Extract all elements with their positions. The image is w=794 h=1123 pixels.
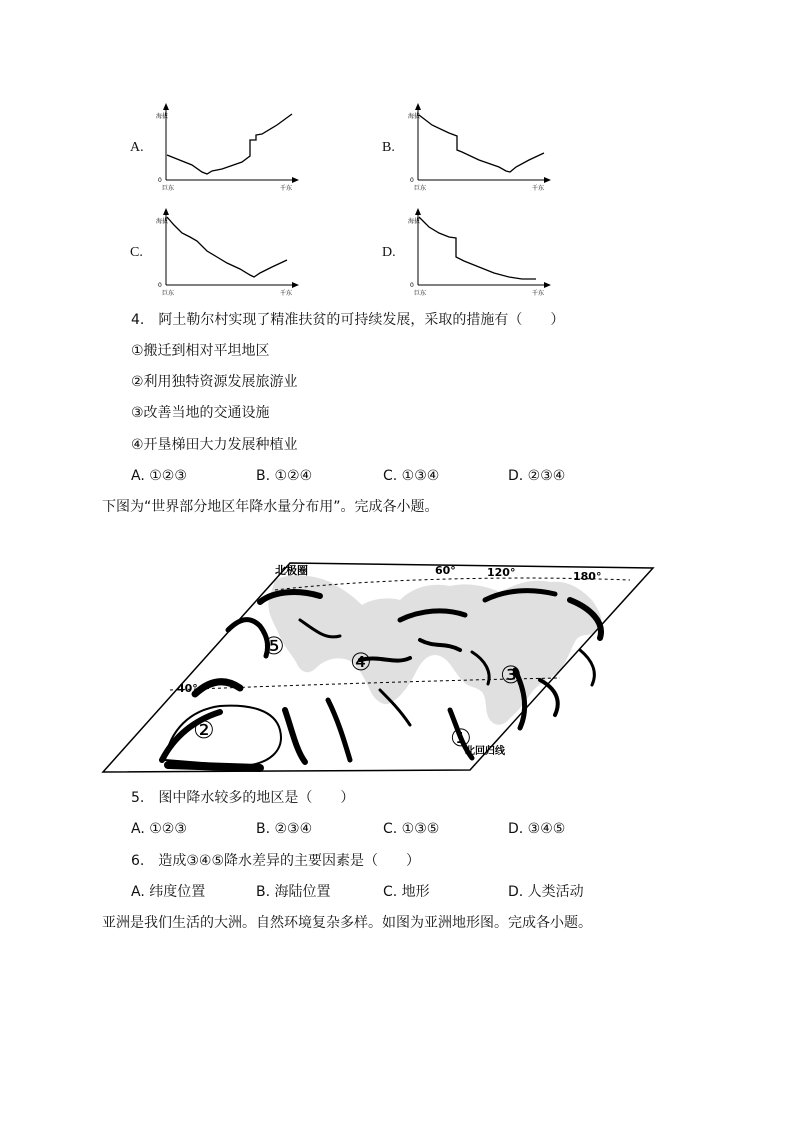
q6-option-b[interactable]: B. 海陆位置 (256, 884, 331, 900)
profile-line (167, 217, 287, 277)
q5-option-d[interactable]: D. ③④⑤ (508, 821, 566, 837)
profile-line (167, 114, 292, 174)
question-6-stem: 6. 造成③④⑤降水差异的主要因素是（ ） (131, 853, 421, 869)
question-4-stem: 4. 阿土勒尔村实现了精准扶贫的可持续发展，采取的措施有（ ） (131, 312, 565, 328)
q4-item-3: ③改善当地的交通设施 (131, 405, 270, 421)
region-2-label: ② (193, 716, 215, 744)
lat-40-label: 40° (177, 682, 198, 695)
y-axis-label: 海拔 (408, 218, 421, 225)
profile-chart-d (404, 205, 554, 300)
origin-label: 0 (158, 282, 162, 289)
x-right-label: 千东 (532, 185, 545, 192)
tropic-label: 北回归线 (465, 746, 505, 757)
q5-option-c[interactable]: C. ①③⑤ (383, 821, 440, 837)
q4-option-b[interactable]: B. ①②④ (256, 468, 313, 484)
north-circle-label: 北极圈 (275, 564, 308, 577)
q5-option-a[interactable]: A. ①②③ (131, 821, 187, 837)
lon-60-label: 60° (435, 564, 456, 577)
q4-option-c[interactable]: C. ①③④ (383, 468, 440, 484)
q4-option-d[interactable]: D. ②③④ (508, 468, 566, 484)
option-label-b: B. (382, 140, 395, 155)
profile-chart-c (152, 205, 302, 300)
x-right-label: 千东 (532, 290, 545, 297)
region-4-label: ④ (350, 648, 372, 676)
lon-180-label: 180° (573, 570, 602, 583)
q4-item-1: ①搬迁到相对平坦地区 (131, 343, 270, 359)
option-label-d: D. (382, 245, 396, 260)
x-left-label: 巨东 (414, 290, 427, 297)
profile-chart-a (152, 100, 302, 195)
profile-line (419, 115, 544, 172)
x-left-label: 巨东 (414, 185, 427, 192)
option-label-c: C. (130, 245, 143, 260)
x-right-label: 千东 (280, 185, 293, 192)
lon-120-label: 120° (487, 566, 516, 579)
q6-option-d[interactable]: D. 人类活动 (508, 884, 584, 900)
region-3-label: ③ (500, 661, 522, 689)
question-5-stem: 5. 图中降水较多的地区是（ ） (131, 790, 355, 806)
origin-label: 0 (158, 177, 162, 184)
region-1-label: ① (450, 724, 472, 752)
q4-option-a[interactable]: A. ①②③ (131, 468, 187, 484)
q4-item-2: ②利用独特资源发展旅游业 (131, 374, 298, 390)
y-axis-label: 海拔 (408, 113, 421, 120)
option-label-a: A. (130, 140, 144, 155)
q6-option-a[interactable]: A. 纬度位置 (131, 884, 206, 900)
q5-option-b[interactable]: B. ②③④ (256, 821, 313, 837)
y-axis-label: 海拔 (156, 218, 169, 225)
profile-chart-b (404, 100, 554, 195)
x-left-label: 巨东 (162, 185, 175, 192)
region-5-label: ⑤ (263, 632, 285, 660)
origin-label: 0 (410, 177, 414, 184)
x-right-label: 千东 (280, 290, 293, 297)
origin-label: 0 (410, 282, 414, 289)
x-left-label: 巨东 (162, 290, 175, 297)
asia-intro: 亚洲是我们生活的大洲。自然环境复杂多样。如图为亚洲地形图。完成各小题。 (102, 915, 592, 931)
profile-line (419, 217, 536, 279)
precipitation-map (100, 560, 660, 775)
map-intro: 下图为“世界部分地区年降水量分布用”。完成各小题。 (102, 499, 439, 515)
q4-item-4: ④开垦梯田大力发展种植业 (131, 437, 298, 453)
y-axis-label: 海拔 (156, 113, 169, 120)
q6-option-c[interactable]: C. 地形 (383, 884, 430, 900)
